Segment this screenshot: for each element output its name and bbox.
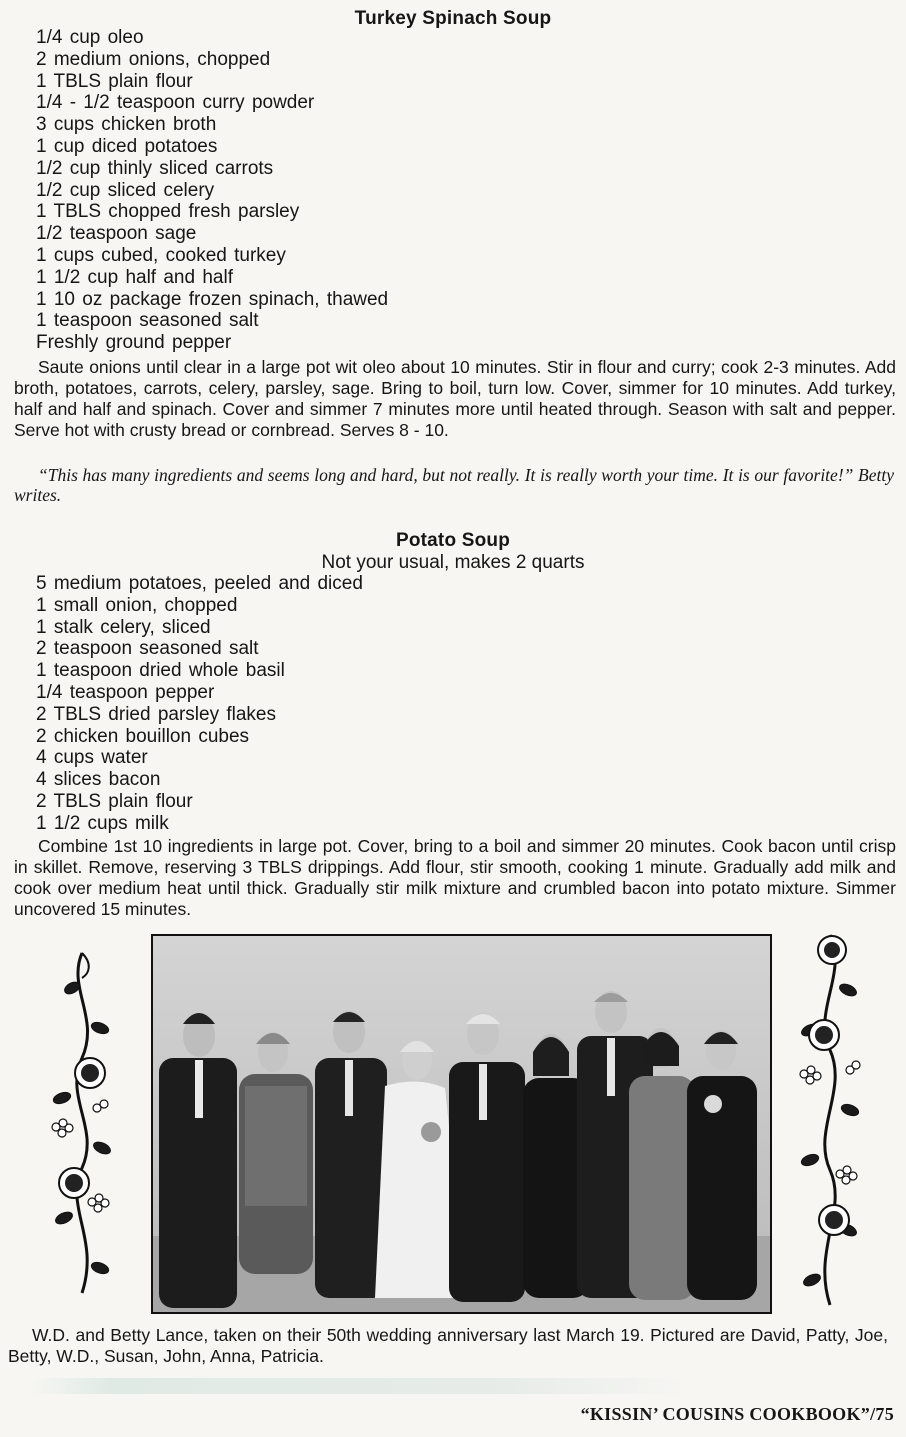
ingredient-item: 1/4 - 1/2 teaspoon curry powder [36, 92, 315, 114]
ingredient-item: 2 TBLS plain flour [36, 790, 193, 812]
ingredient-item: 4 cups water [36, 747, 148, 769]
ingredient-item: Freshly ground pepper [36, 332, 232, 354]
ingredient-item: 2 teaspoon seasoned salt [36, 638, 259, 660]
recipe-directions: Combine 1st 10 ingredients in large pot. Cover, bring to a boil and simmer 20 minutes. Cook bacon until crisp in skillet. Remove, reserving 3 TBLS drippings. Add flour, stir smooth, cooking 1 minute. Gradually add milk and cook over medium heat until thick. Gradually stir milk mixture and crumbled bacon into potato mixture. Simmer uncovered 15 minutes. [14, 836, 896, 919]
ingredient-list [36, 573, 363, 835]
ingredient-item: 1 TBLS plain flour [36, 70, 193, 92]
ingredient-item: 2 medium onions, chopped [36, 48, 271, 70]
recipe-directions: Saute onions until clear in a large pot wit oleo about 10 minutes. Stir in flour and curry; cook 2-3 minutes. Add broth, potatoes, carrots, celery, parsley, sage. Bring to boil, turn low. Cover, simmer for 10 minutes. Add turkey, half and half and spinach. Cover and simmer 7 minutes more until heated through. Season with salt and pepper. Serve hot with crusty bread or cornbread. Serves 8 - 10. [14, 357, 896, 440]
recipe-title: Potato Soup [395, 530, 511, 551]
ingredient-item: 3 cups chicken broth [36, 114, 217, 136]
ingredient-item: 1 cups cubed, cooked turkey [36, 244, 286, 266]
ingredient-item: 1 TBLS chopped fresh parsley [36, 201, 300, 223]
ingredient-list [36, 27, 388, 354]
ingredient-item: 1 small onion, chopped [36, 594, 238, 616]
floral-vine-icon [42, 948, 122, 1298]
ingredient-item: 1 10 oz package frozen spinach, thawed [36, 288, 389, 310]
ingredient-item: 2 chicken bouillon cubes [36, 725, 250, 747]
ingredient-item: 1 1/2 cups milk [36, 812, 169, 834]
ingredient-item: 1 1/2 cup half and half [36, 266, 233, 288]
recipe-title: Turkey Spinach Soup [354, 8, 552, 29]
ingredient-item: 1/2 cup thinly sliced carrots [36, 157, 274, 179]
ingredient-item: 5 medium potatoes, peeled and diced [36, 573, 363, 594]
ingredient-item: 2 TBLS dried parsley flakes [36, 703, 276, 725]
floral-vine-icon [790, 930, 870, 1310]
anniversary-photo [151, 934, 772, 1314]
recipe-quote: “This has many ingredients and seems long and hard, but not really. It is really worth your time. It is our favorite!” Betty writes. [14, 465, 894, 505]
ingredient-item: 1/2 cup sliced celery [36, 179, 215, 201]
group-photo-illustration [153, 936, 770, 1312]
stain-mark [30, 1378, 690, 1394]
ingredient-item: 1 teaspoon seasoned salt [36, 310, 259, 332]
ingredient-item: 1/4 teaspoon pepper [36, 681, 215, 703]
ingredient-item: 1 stalk celery, sliced [36, 616, 211, 638]
page-footer: “KISSIN’ COUSINS COOKBOOK”/75 [580, 1404, 894, 1424]
ingredient-item: 1 cup diced potatoes [36, 135, 218, 157]
ingredient-item: 1 teaspoon dried whole basil [36, 660, 285, 682]
ingredient-item: 1/4 cup oleo [36, 27, 144, 48]
recipe-subtitle: Not your usual, makes 2 quarts [321, 552, 585, 573]
photo-caption: W.D. and Betty Lance, taken on their 50th wedding anniversary last March 19. Pictured are David, Patty, Joe, Betty, W.D., Susan, John, Anna, Patricia. [8, 1325, 888, 1366]
ingredient-item: 1/2 teaspoon sage [36, 223, 197, 245]
ingredient-item: 4 slices bacon [36, 769, 161, 791]
